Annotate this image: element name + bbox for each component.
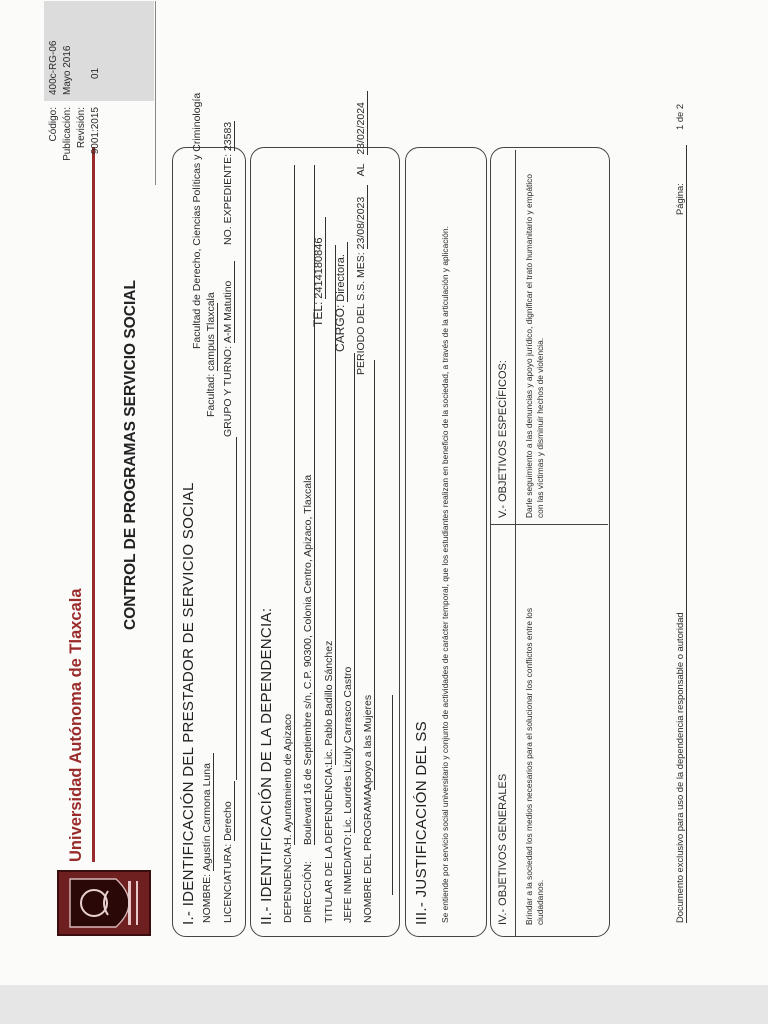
programa-label: NOMBRE DEL PROGRAMA: (362, 786, 374, 923)
titular-label: TITULAR DE LA DEPENDENCIA: (323, 764, 335, 923)
cargo-value: Directora. (335, 242, 348, 302)
nombre-field (201, 753, 214, 923)
publicacion-label: Publicación: (62, 107, 73, 161)
section-4-title: IV.- OBJETIVOS GENERALES (497, 773, 509, 925)
objetivos-header-rule (515, 150, 516, 936)
tel-label: TEL: (311, 301, 325, 327)
facultad-label: Facultad: (205, 373, 217, 417)
section-1-title: I.- IDENTIFICACIÓN DEL PRESTADOR DE SERVICIO SOCIAL (180, 482, 197, 925)
expediente-label: NO. EXPEDIENTE: (222, 153, 234, 245)
footer-note: Documento exclusivo para uso de la dependencia responsable o autoridad (674, 612, 685, 923)
page-title: CONTROL DE PROGRAMAS SERVICIO SOCIAL (122, 280, 139, 630)
cargo-field (333, 242, 348, 352)
section-2-title: II.- IDENTIFICACIÓN DE LA DEPENDENCIA: (258, 607, 275, 925)
jefe-value: Lic. Lourdes Lizuly Carrasco Castro (342, 353, 355, 833)
direccion-value: Boulevard 16 de Septiembre s/n, C.P. 90300, Colonia Centro, Apizaco, Tlaxcala (302, 165, 315, 845)
licenciatura-field (222, 781, 235, 923)
objetivos-divider (491, 524, 608, 525)
facultad-line1: Facultad de Derecho, Ciencias Políticas y Criminología (191, 92, 203, 349)
periodo-to: 23/02/2024 (355, 91, 368, 155)
grupo-field (222, 261, 235, 437)
periodo-label: PERIODO DEL S.S. MES: (355, 252, 367, 375)
jefe-label: JEFE INMEDIATO: (342, 834, 354, 923)
programa-value: Apoyo a las Mujeres (362, 360, 375, 790)
pagina-label: Página: (674, 183, 685, 215)
dependencia-value: H. Ayuntamiento de Apizaco (282, 165, 295, 845)
periodo-al: AL (355, 163, 367, 177)
objetivos-generales-line2: ciudadanos. (535, 879, 545, 925)
dependencia-label: DEPENDENCIA: (282, 844, 294, 923)
section-5-title: V.- OBJETIVOS ESPECÍFICOS: (497, 360, 509, 518)
publicacion-value: Mayo 2016 (62, 45, 73, 95)
tel-field (311, 217, 326, 327)
tel-value: 2414180846 (313, 217, 326, 299)
university-name: Universidad Autónoma de Tlaxcala (67, 588, 85, 862)
objetivos-especificos-line2: con las víctimas y disminuir hechos de violencia. (535, 337, 545, 518)
licenciatura-value: Derecho (222, 781, 235, 841)
titular-value: Lic. Pablo Badillo Sánchez (323, 245, 336, 765)
programa-extra-rule (392, 695, 393, 895)
periodo-field (355, 91, 368, 375)
footer-rule (686, 145, 687, 923)
periodo-from: 23/08/2023 (355, 185, 368, 249)
header-brand-line (92, 147, 95, 862)
objetivos-especificos-line1: Darle seguimiento a las denuncias y apoyo jurídico, dignificar el trato humanitario y empático (524, 173, 534, 518)
revision-label: Revisión: (76, 107, 87, 149)
grupo-value: A-M Matutino (222, 261, 235, 343)
grupo-label: GRUPO Y TURNO: (222, 345, 234, 437)
code-block-rule (155, 1, 156, 185)
objetivos-generales-line1: Brindar a la sociedad los medios necesarios para el solucionar los conflictos entre los (524, 607, 534, 925)
codigo-value: 400c-RG-06 (48, 40, 59, 95)
norma-label: 9001:2015 (90, 107, 101, 155)
expediente-value: 23583 (222, 121, 234, 152)
section-3-title: III.- JUSTIFICACIÓN DEL SS (413, 721, 430, 925)
revision-value: 01 (90, 67, 101, 79)
cargo-label: CARGO: (333, 304, 347, 352)
university-seal (56, 869, 152, 937)
justificacion-text: Se entiende por servicio social universitario y conjunto de actividades de carácter temporal, que los estudiantes realizan en beneficio de la sociedad, a través de la articulación y aplicación. (440, 226, 450, 923)
expediente-field (222, 121, 235, 245)
licenciatura-rule (236, 437, 237, 780)
nombre-value: Agustín Carmona Luna (201, 753, 214, 871)
code-values-panel (44, 1, 154, 101)
licenciatura-label: LICENCIATURA: (222, 843, 234, 923)
facultad-field (205, 292, 218, 417)
codigo-label: Código: (48, 107, 59, 142)
pagina-value: 1 de 2 (674, 103, 685, 130)
direccion-label: DIRECCIÓN: (302, 861, 314, 923)
facultad-line2: campus Tlaxcala (205, 292, 217, 371)
nombre-label: NOMBRE: (201, 873, 213, 923)
